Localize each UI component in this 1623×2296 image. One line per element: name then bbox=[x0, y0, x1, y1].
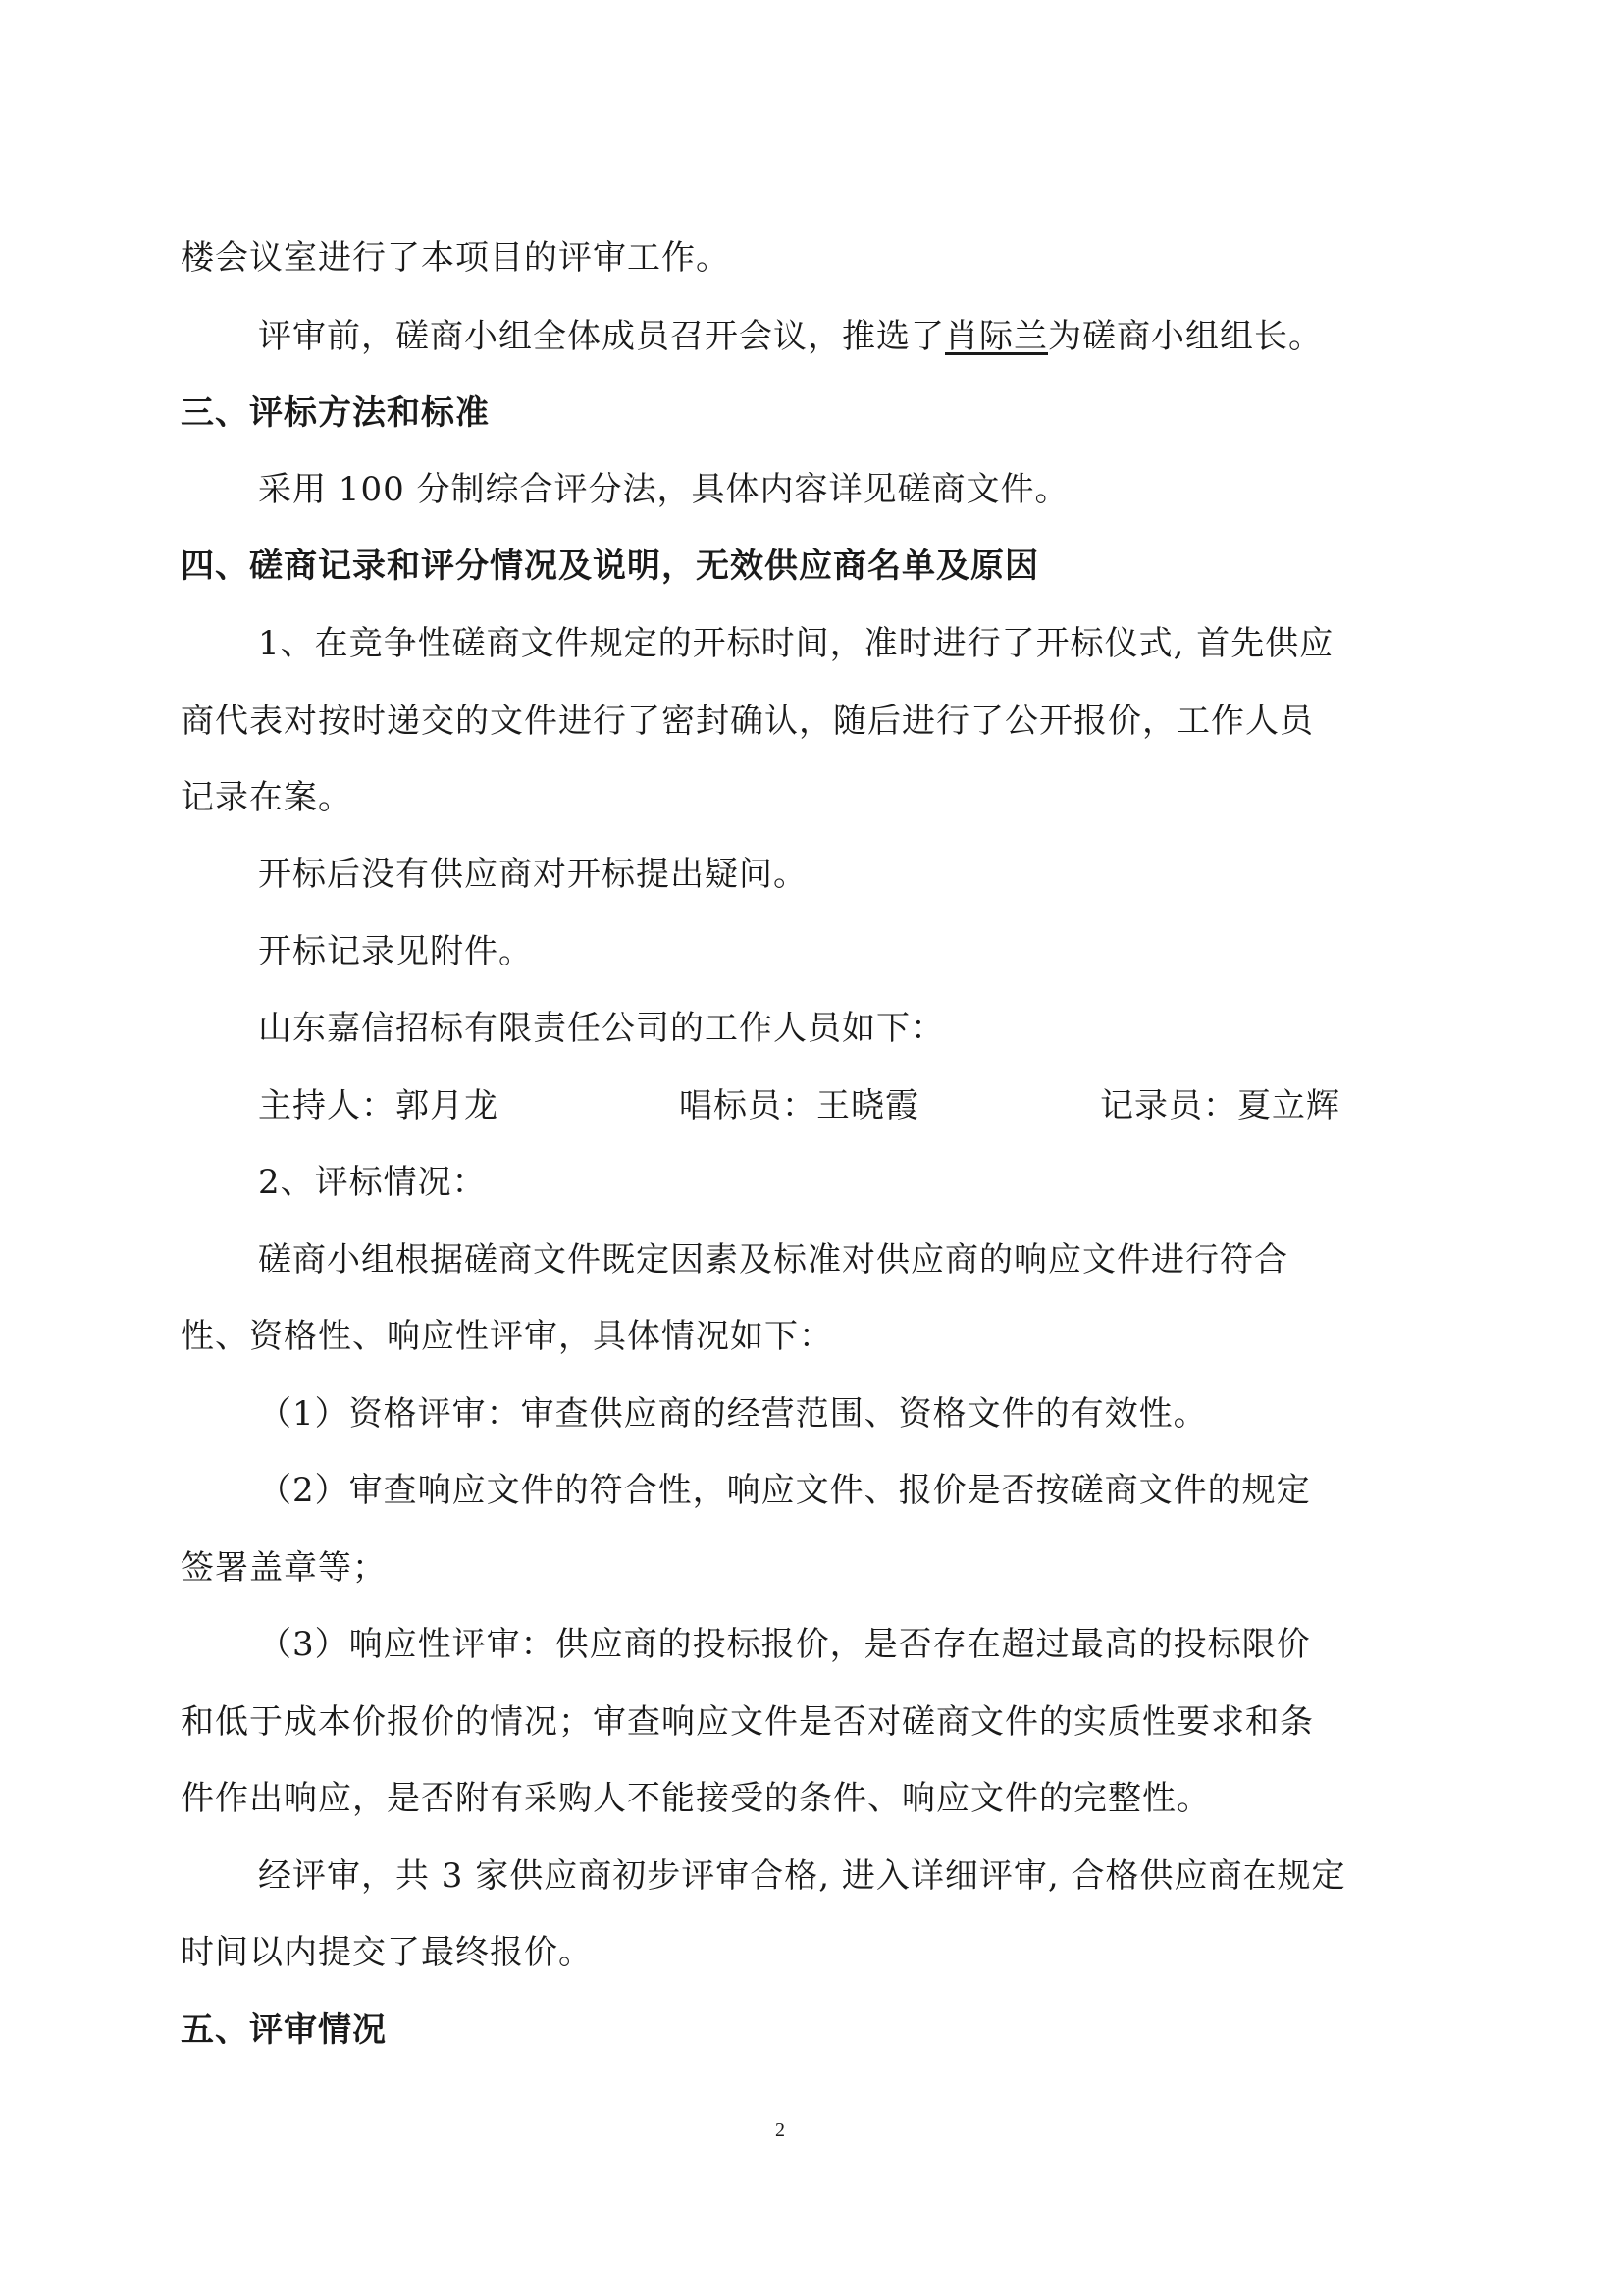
paragraph-line: 开标后没有供应商对开标提出疑问。 bbox=[258, 855, 808, 894]
paragraph-line: 件作出响应，是否附有采购人不能接受的条件、响应文件的完整性。 bbox=[181, 1779, 1211, 1818]
paragraph-line: 2、评标情况： bbox=[258, 1163, 487, 1202]
section-heading-5: 五、评审情况 bbox=[181, 2010, 387, 2050]
page-number: 2 bbox=[775, 2119, 785, 2141]
paragraph-line: （1）资格评审：审查供应商的经营范围、资格文件的有效性。 bbox=[258, 1394, 1208, 1434]
paragraph-line: 签署盖章等； bbox=[181, 1548, 387, 1588]
section-heading-4: 四、磋商记录和评分情况及说明，无效供应商名单及原因 bbox=[181, 547, 1039, 586]
paragraph-line: 1、在竞争性磋商文件规定的开标时间，准时进行了开标仪式, 首先供应 bbox=[258, 624, 1335, 663]
paragraph-line: （3）响应性评审：供应商的投标报价，是否存在超过最高的投标限价 bbox=[258, 1625, 1311, 1664]
paragraph-continuation: 楼会议室进行了本项目的评审工作。 bbox=[181, 238, 730, 278]
paragraph-line: 时间以内提交了最终报价。 bbox=[181, 1933, 593, 1972]
text-segment: 为磋商小组组长。 bbox=[1048, 317, 1323, 356]
paragraph-line: 开标记录见附件。 bbox=[258, 932, 533, 971]
staff-recorder: 记录员：夏立辉 bbox=[1100, 1086, 1340, 1125]
paragraph-group-leader bbox=[258, 317, 1323, 356]
paragraph-line: 山东嘉信招标有限责任公司的工作人员如下： bbox=[258, 1009, 945, 1048]
staff-caller: 唱标员：王晓霞 bbox=[679, 1086, 919, 1125]
paragraph-method: 采用 100 分制综合评分法，具体内容详见磋商文件。 bbox=[258, 470, 1070, 509]
section-heading-3: 三、评标方法和标准 bbox=[181, 393, 490, 433]
paragraph-line: 商代表对按时递交的文件进行了密封确认，随后进行了公开报价，工作人员 bbox=[181, 702, 1314, 741]
paragraph-line: 经评审，共 3 家供应商初步评审合格, 进入详细评审, 合格供应商在规定 bbox=[258, 1856, 1346, 1896]
paragraph-line: （2）审查响应文件的符合性，响应文件、报价是否按磋商文件的规定 bbox=[258, 1471, 1311, 1510]
paragraph-line: 性、资格性、响应性评审，具体情况如下： bbox=[181, 1317, 833, 1356]
paragraph-line: 和低于成本价报价的情况；审查响应文件是否对磋商文件的实质性要求和条 bbox=[181, 1702, 1314, 1742]
text-segment: 评审前，磋商小组全体成员召开会议，推选了 bbox=[258, 317, 945, 356]
paragraph-line: 磋商小组根据磋商文件既定因素及标准对供应商的响应文件进行符合 bbox=[258, 1240, 1288, 1279]
paragraph-line: 记录在案。 bbox=[181, 778, 352, 817]
staff-host: 主持人：郭月龙 bbox=[258, 1086, 498, 1125]
group-leader-name: 肖际兰 bbox=[945, 317, 1048, 356]
